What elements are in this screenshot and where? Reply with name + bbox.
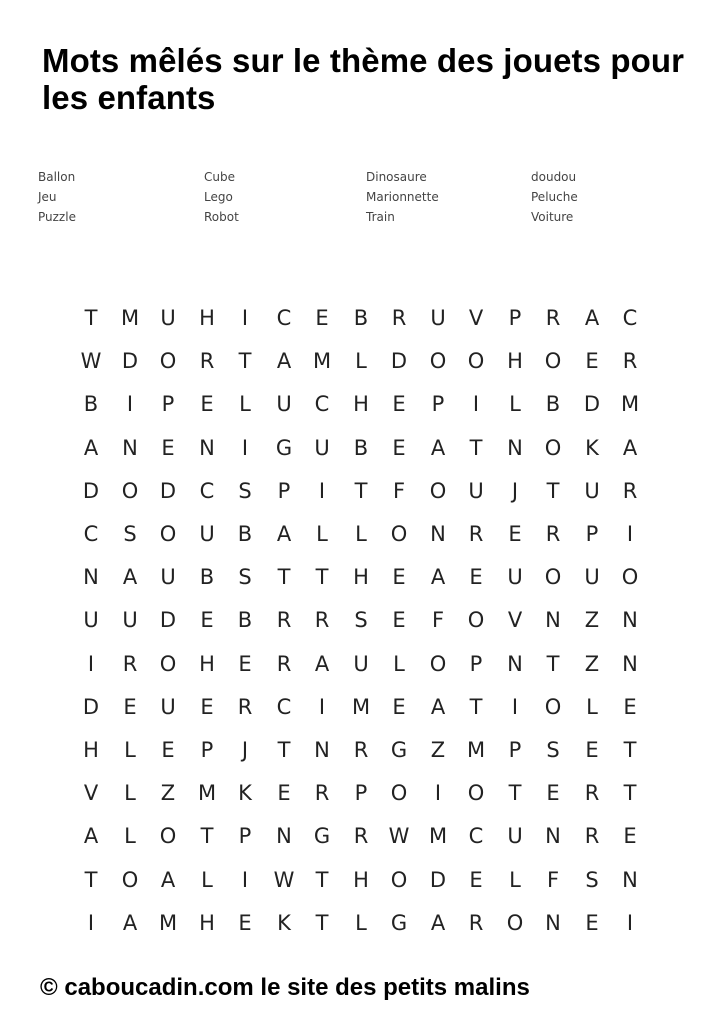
- grid-letter: E: [277, 781, 291, 805]
- grid-letter: I: [241, 868, 249, 892]
- grid-letter: O: [159, 652, 177, 676]
- grid-letter: E: [585, 738, 599, 762]
- grid-letter: P: [508, 306, 522, 330]
- grid-letter: N: [122, 436, 138, 460]
- grid-letter: N: [622, 608, 638, 632]
- grid-letter: I: [434, 781, 442, 805]
- grid-letter: E: [469, 868, 483, 892]
- grid-letter: O: [390, 522, 408, 546]
- word-list-item: Ballon: [38, 170, 76, 184]
- grid-letter: I: [241, 306, 249, 330]
- grid-letter: O: [467, 781, 485, 805]
- grid-letter: W: [388, 824, 410, 848]
- grid-letter: J: [511, 479, 519, 503]
- grid-letter: P: [161, 392, 175, 416]
- grid-letter: N: [430, 522, 446, 546]
- grid-letter: O: [467, 349, 485, 373]
- grid-letter: J: [241, 738, 249, 762]
- grid-letter: O: [467, 608, 485, 632]
- grid-letter: R: [122, 652, 138, 676]
- grid-letter: O: [429, 652, 447, 676]
- grid-letter: D: [429, 868, 447, 892]
- grid-letter: I: [318, 479, 326, 503]
- grid-letter: R: [468, 522, 484, 546]
- grid-letter: T: [354, 479, 368, 503]
- grid-letter: A: [276, 522, 292, 546]
- grid-letter: M: [428, 824, 448, 848]
- grid-letter: I: [626, 522, 634, 546]
- grid-letter: L: [124, 781, 136, 805]
- grid-letter: M: [351, 695, 371, 719]
- word-list-item: doudou: [531, 170, 577, 184]
- grid-letter: T: [315, 911, 329, 935]
- grid-letter: P: [354, 781, 368, 805]
- grid-letter: L: [239, 392, 251, 416]
- grid-letter: Z: [584, 652, 600, 676]
- grid-letter: U: [83, 608, 99, 632]
- grid-letter: L: [124, 738, 136, 762]
- grid-letter: D: [159, 608, 177, 632]
- grid-letter: U: [160, 565, 176, 589]
- grid-letter: C: [314, 392, 330, 416]
- grid-letter: R: [276, 652, 292, 676]
- grid-letter: T: [315, 565, 329, 589]
- grid-letter: O: [159, 349, 177, 373]
- grid-letter: U: [584, 565, 600, 589]
- grid-letter: N: [199, 436, 215, 460]
- grid-letter: O: [544, 565, 562, 589]
- grid-letter: S: [238, 565, 252, 589]
- grid-letter: B: [83, 392, 99, 416]
- grid-letter: T: [84, 306, 98, 330]
- grid-letter: E: [508, 522, 522, 546]
- grid-letter: D: [121, 349, 139, 373]
- grid-letter: W: [273, 868, 295, 892]
- grid-letter: A: [622, 436, 638, 460]
- grid-letter: O: [121, 868, 139, 892]
- grid-letter: E: [123, 695, 137, 719]
- grid-letter: E: [469, 565, 483, 589]
- grid-letter: N: [276, 824, 292, 848]
- grid-letter: G: [313, 824, 331, 848]
- grid-letter: K: [238, 781, 252, 805]
- grid-letter: U: [160, 695, 176, 719]
- grid-letter: R: [314, 781, 330, 805]
- grid-letter: N: [545, 608, 561, 632]
- grid-letter: Z: [430, 738, 446, 762]
- grid-letter: T: [277, 565, 291, 589]
- grid-letter: C: [468, 824, 484, 848]
- grid-letter: I: [511, 695, 519, 719]
- grid-letter: K: [277, 911, 291, 935]
- word-list-item: Jeu: [38, 190, 57, 204]
- grid-letter: E: [238, 911, 252, 935]
- grid-letter: O: [621, 565, 639, 589]
- grid-letter: P: [469, 652, 483, 676]
- grid-letter: L: [355, 349, 367, 373]
- grid-letter: S: [238, 479, 252, 503]
- footer-credit: © caboucadin.com le site des petits malins: [40, 974, 530, 1001]
- grid-letter: S: [123, 522, 137, 546]
- grid-letter: B: [353, 306, 369, 330]
- grid-letter: U: [122, 608, 138, 632]
- grid-letter: T: [623, 738, 637, 762]
- grid-letter: E: [200, 608, 214, 632]
- grid-letter: D: [82, 695, 100, 719]
- grid-letter: O: [544, 436, 562, 460]
- grid-letter: A: [160, 868, 176, 892]
- grid-letter: E: [200, 695, 214, 719]
- grid-letter: W: [80, 349, 102, 373]
- grid-letter: E: [585, 349, 599, 373]
- grid-letter: H: [199, 306, 215, 330]
- grid-letter: P: [585, 522, 599, 546]
- grid-letter: V: [468, 306, 484, 330]
- grid-letter: P: [200, 738, 214, 762]
- page-title: Mots mêlés sur le thème des jouets pour les enfants: [42, 42, 685, 116]
- grid-letter: D: [82, 479, 100, 503]
- word-list-item: Robot: [204, 210, 239, 224]
- grid-letter: T: [469, 695, 483, 719]
- grid-letter: B: [353, 436, 369, 460]
- grid-letter: G: [390, 911, 408, 935]
- word-list-item: Lego: [204, 190, 233, 204]
- grid-letter: L: [586, 695, 598, 719]
- word-list: [38, 170, 678, 234]
- grid-letter: H: [353, 868, 369, 892]
- grid-letter: E: [623, 824, 637, 848]
- grid-letter: K: [585, 436, 599, 460]
- grid-letter: A: [430, 911, 446, 935]
- grid-letter: U: [430, 306, 446, 330]
- grid-letter: P: [431, 392, 445, 416]
- grid-letter: T: [315, 868, 329, 892]
- grid-letter: T: [200, 824, 214, 848]
- grid-letter: A: [276, 349, 292, 373]
- grid-letter: T: [546, 652, 560, 676]
- grid-letter: F: [392, 479, 406, 503]
- grid-letter: L: [393, 652, 405, 676]
- grid-letter: N: [507, 652, 523, 676]
- grid-letter: B: [545, 392, 561, 416]
- grid-letter: T: [84, 868, 98, 892]
- grid-letter: U: [199, 522, 215, 546]
- grid-letter: P: [277, 479, 291, 503]
- grid-letter: M: [312, 349, 332, 373]
- grid-letter: R: [391, 306, 407, 330]
- grid-letter: A: [430, 695, 446, 719]
- grid-letter: T: [277, 738, 291, 762]
- grid-letter: U: [160, 306, 176, 330]
- grid-letter: C: [276, 695, 292, 719]
- grid-letter: C: [83, 522, 99, 546]
- grid-letter: O: [390, 781, 408, 805]
- grid-letter: E: [161, 738, 175, 762]
- grid-letter: O: [121, 479, 139, 503]
- grid-letter: A: [122, 911, 138, 935]
- grid-letter: E: [392, 436, 406, 460]
- grid-letter: M: [120, 306, 140, 330]
- grid-letter: R: [199, 349, 215, 373]
- grid-letter: U: [353, 652, 369, 676]
- grid-letter: E: [161, 436, 175, 460]
- grid-letter: F: [431, 608, 445, 632]
- grid-letter: R: [622, 349, 638, 373]
- grid-letter: M: [620, 392, 640, 416]
- grid-letter: S: [585, 868, 599, 892]
- word-list-item: Cube: [204, 170, 235, 184]
- grid-letter: U: [314, 436, 330, 460]
- grid-letter: E: [392, 695, 406, 719]
- letter-grid: [72, 299, 650, 947]
- grid-letter: C: [622, 306, 638, 330]
- grid-letter: N: [622, 652, 638, 676]
- grid-letter: R: [314, 608, 330, 632]
- grid-letter: T: [546, 479, 560, 503]
- grid-letter: L: [509, 392, 521, 416]
- grid-letter: E: [392, 392, 406, 416]
- grid-letter: U: [468, 479, 484, 503]
- grid-letter: O: [429, 349, 447, 373]
- grid-letter: N: [622, 868, 638, 892]
- grid-letter: I: [626, 911, 634, 935]
- grid-letter: O: [506, 911, 524, 935]
- grid-letter: A: [430, 565, 446, 589]
- grid-letter: T: [623, 781, 637, 805]
- grid-letter: O: [390, 868, 408, 892]
- word-list-item: Train: [366, 210, 395, 224]
- grid-letter: A: [83, 824, 99, 848]
- grid-letter: R: [276, 608, 292, 632]
- grid-letter: A: [122, 565, 138, 589]
- grid-letter: R: [468, 911, 484, 935]
- grid-letter: N: [545, 911, 561, 935]
- grid-letter: H: [353, 565, 369, 589]
- grid-letter: A: [314, 652, 330, 676]
- grid-letter: H: [83, 738, 99, 762]
- grid-letter: N: [545, 824, 561, 848]
- grid-letter: M: [197, 781, 217, 805]
- grid-letter: T: [469, 436, 483, 460]
- grid-letter: R: [545, 522, 561, 546]
- grid-letter: I: [472, 392, 480, 416]
- grid-letter: L: [509, 868, 521, 892]
- grid-letter: B: [237, 522, 253, 546]
- grid-letter: H: [353, 392, 369, 416]
- grid-letter: S: [546, 738, 560, 762]
- grid-letter: E: [238, 652, 252, 676]
- grid-letter: A: [83, 436, 99, 460]
- grid-letter: P: [238, 824, 252, 848]
- grid-letter: U: [584, 479, 600, 503]
- grid-letter: C: [199, 479, 215, 503]
- grid-letter: E: [623, 695, 637, 719]
- grid-letter: O: [429, 479, 447, 503]
- grid-letter: U: [276, 392, 292, 416]
- grid-letter: V: [507, 608, 523, 632]
- grid-letter: L: [355, 911, 367, 935]
- word-list-item: Puzzle: [38, 210, 76, 224]
- grid-letter: L: [316, 522, 328, 546]
- grid-letter: I: [126, 392, 134, 416]
- grid-letter: D: [390, 349, 408, 373]
- grid-letter: M: [466, 738, 486, 762]
- word-list-item: Voiture: [531, 210, 574, 224]
- grid-letter: B: [199, 565, 215, 589]
- grid-letter: U: [507, 824, 523, 848]
- grid-letter: L: [124, 824, 136, 848]
- grid-letter: T: [508, 781, 522, 805]
- grid-letter: I: [87, 652, 95, 676]
- grid-letter: S: [354, 608, 368, 632]
- grid-letter: R: [353, 824, 369, 848]
- grid-letter: P: [508, 738, 522, 762]
- grid-letter: A: [430, 436, 446, 460]
- word-list-item: Marionnette: [366, 190, 439, 204]
- grid-letter: D: [583, 392, 601, 416]
- grid-letter: G: [390, 738, 408, 762]
- grid-letter: Z: [584, 608, 600, 632]
- grid-letter: F: [546, 868, 560, 892]
- grid-letter: R: [584, 824, 600, 848]
- grid-letter: O: [159, 824, 177, 848]
- grid-letter: L: [201, 868, 213, 892]
- grid-letter: E: [585, 911, 599, 935]
- word-list-item: Peluche: [531, 190, 578, 204]
- grid-letter: O: [544, 349, 562, 373]
- grid-letter: R: [584, 781, 600, 805]
- grid-letter: N: [314, 738, 330, 762]
- grid-letter: E: [392, 565, 406, 589]
- grid-letter: T: [238, 349, 252, 373]
- grid-letter: I: [241, 436, 249, 460]
- grid-letter: Z: [160, 781, 176, 805]
- grid-letter: N: [83, 565, 99, 589]
- grid-letter: U: [507, 565, 523, 589]
- grid-letter: H: [199, 652, 215, 676]
- grid-letter: R: [237, 695, 253, 719]
- grid-letter: R: [622, 479, 638, 503]
- grid-letter: D: [159, 479, 177, 503]
- grid-letter: L: [355, 522, 367, 546]
- grid-letter: C: [276, 306, 292, 330]
- grid-letter: V: [83, 781, 99, 805]
- grid-letter: M: [158, 911, 178, 935]
- grid-letter: A: [584, 306, 600, 330]
- grid-letter: E: [546, 781, 560, 805]
- grid-letter: I: [318, 695, 326, 719]
- word-list-item: Dinosaure: [366, 170, 427, 184]
- grid-letter: R: [545, 306, 561, 330]
- grid-letter: E: [392, 608, 406, 632]
- grid-letter: O: [159, 522, 177, 546]
- grid-letter: G: [275, 436, 293, 460]
- grid-letter: H: [199, 911, 215, 935]
- grid-letter: I: [87, 911, 95, 935]
- grid-letter: E: [200, 392, 214, 416]
- grid-letter: O: [544, 695, 562, 719]
- grid-letter: E: [315, 306, 329, 330]
- grid-letter: H: [507, 349, 523, 373]
- grid-letter: B: [237, 608, 253, 632]
- grid-letter: N: [507, 436, 523, 460]
- grid-letter: R: [353, 738, 369, 762]
